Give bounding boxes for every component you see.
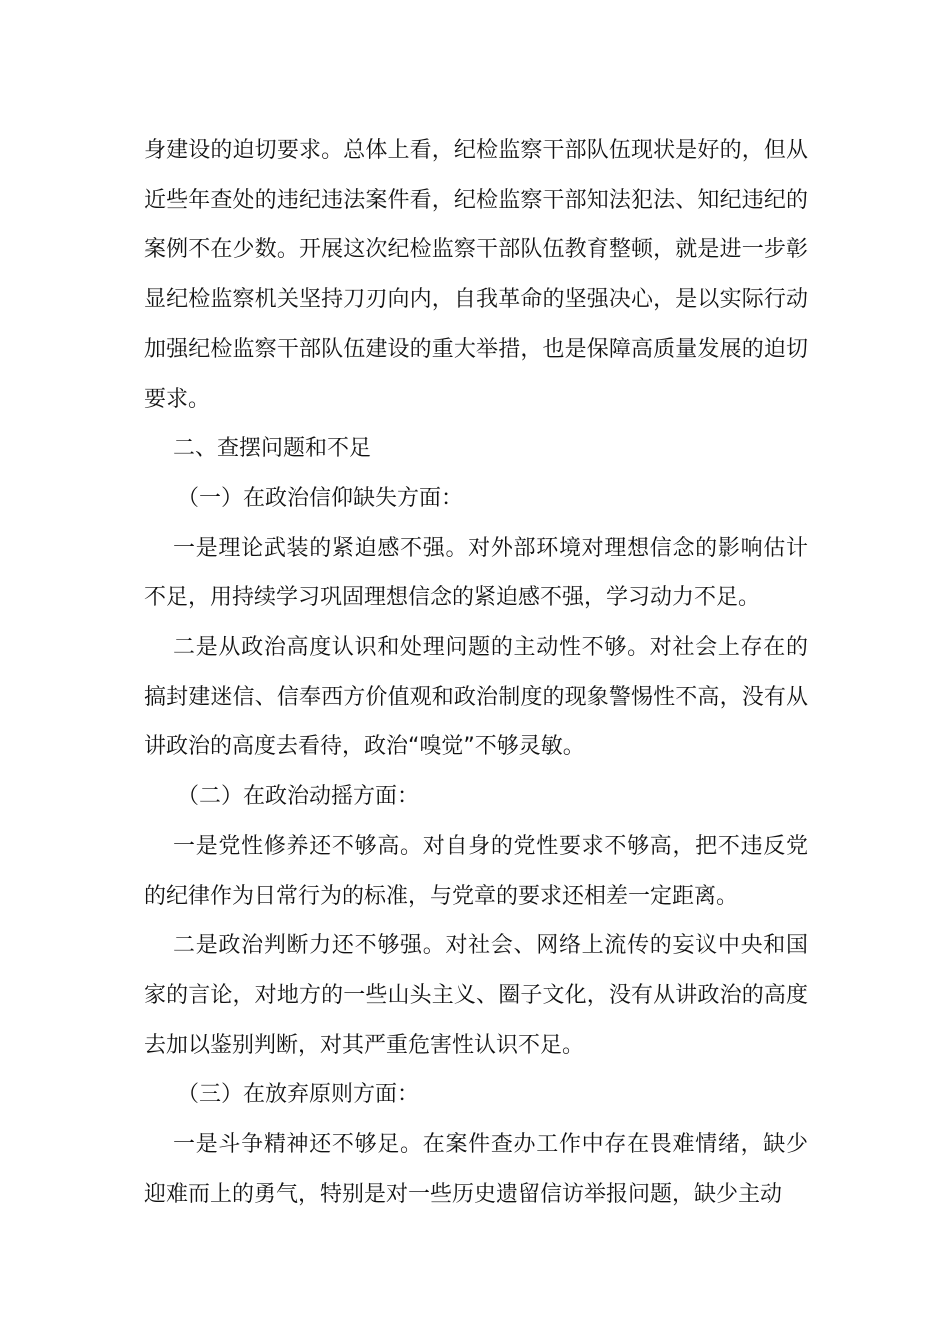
section-heading-problems: 二、查摆问题和不足 — [173, 436, 372, 462]
paragraph-intro-continuation: 身建设的迫切要求。总体上看，纪检监察干部队伍现状是好的，但从近些年查处的违纪违法案件看，纪检监察干部知法犯法、知纪违纪的案例不在少数。开展这次纪检监察干部队伍教育整顿，就是进一步彰显纪检监察机关坚持刀刃向内，自我革命的坚强决心，是以实际行动加强纪检监察干部队伍建设的重大举措，也是保障高质量发展的迫切要求。 — [144, 138, 808, 412]
paragraph-fighting-spirit: 一是斗争精神还不够足。在案件查办工作中存在畏难情绪，缺少迎难而上的勇气，特别是对一些历史遗留信访举报问题，缺少主动 — [144, 1132, 808, 1207]
paragraph-theory-urgency: 一是理论武装的紧迫感不强。对外部环境对理想信念的影响估计不足，用持续学习巩固理想信念的紧迫感不强，学习动力不足。 — [144, 535, 808, 611]
paragraph-political-judgment: 二是政治判断力还不够强。对社会、网络上流传的妄议中央和国家的言论，对地方的一些山头主义、圈子文化，没有从讲政治的高度去加以鉴别判断，对其严重危害性认识不足。 — [144, 933, 808, 1058]
subheading-political-wavering: （二）在政治动摇方面： — [177, 784, 420, 810]
paragraph-party-spirit: 一是党性修养还不够高。对自身的党性要求不够高，把不违反党的纪律作为日常行为的标准，与党章的要求还相差一定距离。 — [144, 833, 808, 909]
subheading-political-belief: （一）在政治信仰缺失方面： — [177, 485, 464, 511]
paragraph-political-initiative: 二是从政治高度认识和处理问题的主动性不够。对社会上存在的搞封建迷信、信奉西方价值观和政治制度的现象警惕性不高，没有从讲政治的高度去看待，政治“嗅觉”不够灵敏。 — [144, 635, 808, 760]
subheading-abandon-principles: （三）在放弃原则方面： — [177, 1082, 420, 1108]
document-body — [144, 126, 808, 1219]
